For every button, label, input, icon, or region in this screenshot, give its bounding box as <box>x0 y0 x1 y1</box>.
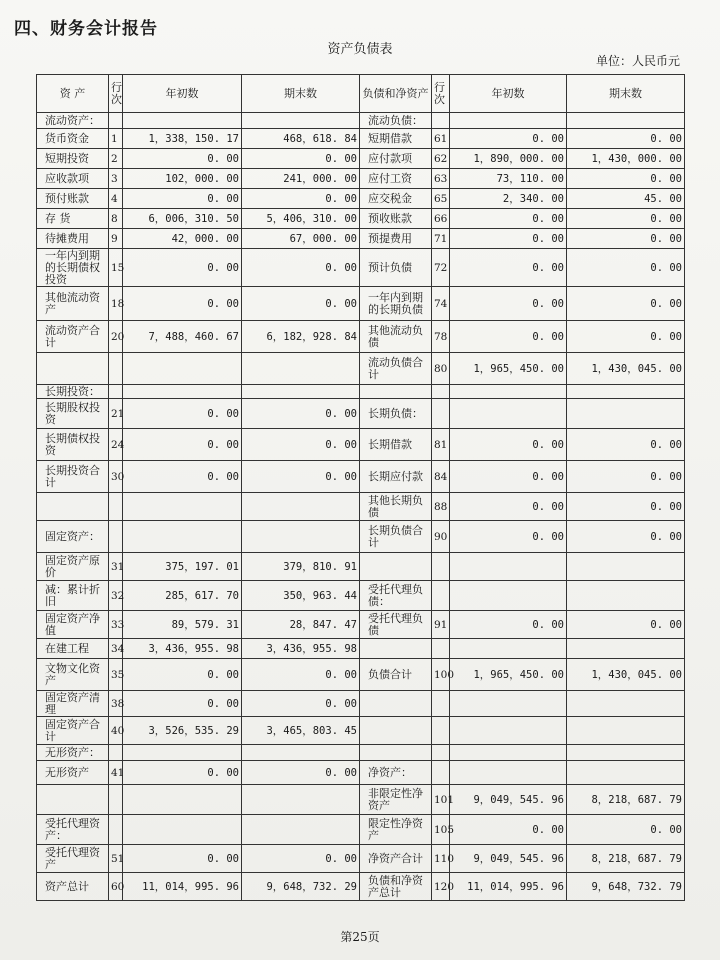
header-liabilities: 负债和净资产 <box>360 75 432 113</box>
asset-end-value <box>242 745 360 761</box>
liability-line-no: 88 <box>432 493 450 521</box>
liability-line-no <box>432 745 450 761</box>
asset-label <box>37 353 109 385</box>
liability-label: 其他长期负债 <box>360 493 432 521</box>
asset-label: 长期投资： <box>37 385 109 399</box>
asset-label: 存 货 <box>37 209 109 229</box>
table-row <box>37 149 685 169</box>
liability-begin-value: 11，014，995. 96 <box>450 873 567 901</box>
liability-end-value: 8，218，687. 79 <box>567 845 685 873</box>
liability-line-no: 63 <box>432 169 450 189</box>
asset-line-no: 15 <box>109 249 123 287</box>
asset-line-no: 35 <box>109 659 123 691</box>
asset-begin-value: 0. 00 <box>123 399 242 429</box>
asset-end-value <box>242 113 360 129</box>
asset-end-value: 0. 00 <box>242 461 360 493</box>
liability-line-no <box>432 385 450 399</box>
liability-end-value <box>567 761 685 785</box>
liability-label <box>360 717 432 745</box>
balance-sheet-table <box>36 74 685 901</box>
liability-label: 长期负债： <box>360 399 432 429</box>
liability-line-no: 105 <box>432 815 450 845</box>
liability-end-value: 45. 00 <box>567 189 685 209</box>
asset-end-value <box>242 815 360 845</box>
liability-begin-value: 0. 00 <box>450 129 567 149</box>
asset-end-value: 0. 00 <box>242 429 360 461</box>
asset-begin-value: 3，436，955. 98 <box>123 639 242 659</box>
asset-line-no: 33 <box>109 611 123 639</box>
asset-end-value: 9，648，732. 29 <box>242 873 360 901</box>
table-row <box>37 785 685 815</box>
liability-end-value <box>567 385 685 399</box>
asset-end-value: 5，406，310. 00 <box>242 209 360 229</box>
liability-begin-value <box>450 717 567 745</box>
asset-begin-value: 0. 00 <box>123 461 242 493</box>
liability-end-value <box>567 717 685 745</box>
asset-begin-value: 0. 00 <box>123 429 242 461</box>
liability-begin-value <box>450 581 567 611</box>
asset-label: 长期股权投资 <box>37 399 109 429</box>
asset-label: 无形资产： <box>37 745 109 761</box>
liability-label: 应付工资 <box>360 169 432 189</box>
liability-begin-value: 0. 00 <box>450 209 567 229</box>
asset-line-no: 30 <box>109 461 123 493</box>
asset-label: 减：累计折旧 <box>37 581 109 611</box>
liability-end-value: 1，430，045. 00 <box>567 659 685 691</box>
asset-label: 固定资产： <box>37 521 109 553</box>
liability-line-no: 78 <box>432 321 450 353</box>
table-row <box>37 761 685 785</box>
liability-begin-value: 0. 00 <box>450 287 567 321</box>
document-title: 资产负债表 <box>327 42 393 57</box>
asset-end-value: 3，436，955. 98 <box>242 639 360 659</box>
asset-end-value: 0. 00 <box>242 659 360 691</box>
liability-line-no: 90 <box>432 521 450 553</box>
asset-begin-value: 89，579. 31 <box>123 611 242 639</box>
liability-label: 长期借款 <box>360 429 432 461</box>
table-row <box>37 815 685 845</box>
liability-label <box>360 385 432 399</box>
asset-line-no <box>109 521 123 553</box>
table-row <box>37 129 685 149</box>
asset-label: 固定资产清理 <box>37 691 109 717</box>
table-row <box>37 189 685 209</box>
asset-label: 流动资产合计 <box>37 321 109 353</box>
liability-line-no: 74 <box>432 287 450 321</box>
liability-end-value <box>567 639 685 659</box>
asset-line-no: 41 <box>109 761 123 785</box>
asset-end-value <box>242 353 360 385</box>
liability-label: 限定性净资产 <box>360 815 432 845</box>
asset-line-no <box>109 493 123 521</box>
liability-label: 预收账款 <box>360 209 432 229</box>
asset-begin-value: 6，006，310. 50 <box>123 209 242 229</box>
liability-label: 净资产合计 <box>360 845 432 873</box>
asset-end-value <box>242 521 360 553</box>
asset-label: 一年内到期的长期债权投资 <box>37 249 109 287</box>
asset-begin-value: 11，014，995. 96 <box>123 873 242 901</box>
liability-begin-value: 0. 00 <box>450 229 567 249</box>
asset-line-no: 38 <box>109 691 123 717</box>
liability-end-value: 0. 00 <box>567 611 685 639</box>
liability-label: 预提费用 <box>360 229 432 249</box>
table-row <box>37 717 685 745</box>
liability-begin-value <box>450 745 567 761</box>
asset-begin-value <box>123 113 242 129</box>
table-row <box>37 113 685 129</box>
liability-begin-value: 2，340. 00 <box>450 189 567 209</box>
liability-end-value: 0. 00 <box>567 229 685 249</box>
liability-begin-value: 0. 00 <box>450 321 567 353</box>
table-row <box>37 745 685 761</box>
table-row <box>37 845 685 873</box>
asset-end-value: 379，810. 91 <box>242 553 360 581</box>
asset-begin-value <box>123 385 242 399</box>
liability-end-value: 8，218，687. 79 <box>567 785 685 815</box>
asset-end-value: 28，847. 47 <box>242 611 360 639</box>
asset-label: 无形资产 <box>37 761 109 785</box>
liability-label: 长期应付款 <box>360 461 432 493</box>
asset-label: 长期债权投资 <box>37 429 109 461</box>
liability-end-value: 0. 00 <box>567 815 685 845</box>
liability-begin-value: 0. 00 <box>450 521 567 553</box>
asset-label: 待摊费用 <box>37 229 109 249</box>
asset-label <box>37 493 109 521</box>
asset-label: 应收款项 <box>37 169 109 189</box>
liability-begin-value: 9，049，545. 96 <box>450 845 567 873</box>
asset-end-value: 0. 00 <box>242 845 360 873</box>
liability-line-no: 110 <box>432 845 450 873</box>
asset-end-value: 468，618. 84 <box>242 129 360 149</box>
asset-end-value: 0. 00 <box>242 691 360 717</box>
table-row <box>37 385 685 399</box>
asset-label: 在建工程 <box>37 639 109 659</box>
asset-begin-value: 1，338，150. 17 <box>123 129 242 149</box>
asset-label <box>37 785 109 815</box>
liability-label <box>360 553 432 581</box>
liability-end-value: 0. 00 <box>567 521 685 553</box>
liability-begin-value: 9，049，545. 96 <box>450 785 567 815</box>
asset-begin-value <box>123 745 242 761</box>
liability-begin-value <box>450 691 567 717</box>
liability-line-no: 80 <box>432 353 450 385</box>
liability-begin-value: 0. 00 <box>450 429 567 461</box>
liability-begin-value: 1，890，000. 00 <box>450 149 567 169</box>
asset-begin-value: 7，488，460. 67 <box>123 321 242 353</box>
table-row <box>37 249 685 287</box>
table-row <box>37 429 685 461</box>
asset-end-value: 0. 00 <box>242 761 360 785</box>
asset-begin-value: 0. 00 <box>123 287 242 321</box>
asset-end-value: 350，963. 44 <box>242 581 360 611</box>
asset-begin-value: 375，197. 01 <box>123 553 242 581</box>
liability-end-value: 0. 00 <box>567 461 685 493</box>
asset-line-no <box>109 353 123 385</box>
asset-label: 货币资金 <box>37 129 109 149</box>
liability-begin-value: 0. 00 <box>450 461 567 493</box>
liability-begin-value: 0. 00 <box>450 493 567 521</box>
asset-begin-value: 0. 00 <box>123 691 242 717</box>
liability-label: 应付款项 <box>360 149 432 169</box>
liability-begin-value <box>450 639 567 659</box>
header-liab-begin: 年初数 <box>450 75 567 113</box>
liability-line-no <box>432 553 450 581</box>
table-row <box>37 659 685 691</box>
asset-begin-value: 102，000. 00 <box>123 169 242 189</box>
liability-label: 预计负债 <box>360 249 432 287</box>
liability-end-value: 0. 00 <box>567 287 685 321</box>
header-begin: 年初数 <box>123 75 242 113</box>
liability-line-no: 101 <box>432 785 450 815</box>
asset-line-no: 20 <box>109 321 123 353</box>
liability-label: 流动负债合计 <box>360 353 432 385</box>
liability-line-no: 100 <box>432 659 450 691</box>
asset-label: 资产总计 <box>37 873 109 901</box>
asset-end-value: 6，182，928. 84 <box>242 321 360 353</box>
asset-end-value: 0. 00 <box>242 287 360 321</box>
asset-end-value: 241，000. 00 <box>242 169 360 189</box>
asset-label: 预付账款 <box>37 189 109 209</box>
header-liab-end: 期末数 <box>567 75 685 113</box>
liability-line-no: 91 <box>432 611 450 639</box>
asset-end-value: 0. 00 <box>242 149 360 169</box>
liability-begin-value <box>450 761 567 785</box>
liability-begin-value: 1，965，450. 00 <box>450 353 567 385</box>
table-row <box>37 169 685 189</box>
header-asset: 资 产 <box>37 75 109 113</box>
asset-line-no: 18 <box>109 287 123 321</box>
asset-line-no: 31 <box>109 553 123 581</box>
asset-begin-value: 285，617. 70 <box>123 581 242 611</box>
liability-line-no: 62 <box>432 149 450 169</box>
asset-begin-value <box>123 785 242 815</box>
asset-label: 受托代理资产 <box>37 845 109 873</box>
page-number: 第25页 <box>340 930 380 944</box>
asset-line-no: 32 <box>109 581 123 611</box>
asset-line-no: 34 <box>109 639 123 659</box>
liability-line-no: 84 <box>432 461 450 493</box>
asset-begin-value <box>123 815 242 845</box>
header-line: 行次 <box>109 75 123 113</box>
liability-end-value: 1，430，045. 00 <box>567 353 685 385</box>
asset-line-no: 4 <box>109 189 123 209</box>
liability-begin-value <box>450 113 567 129</box>
liability-line-no: 65 <box>432 189 450 209</box>
asset-begin-value: 42，000. 00 <box>123 229 242 249</box>
asset-line-no <box>109 385 123 399</box>
liability-label: 净资产： <box>360 761 432 785</box>
liability-line-no <box>432 399 450 429</box>
asset-end-value: 0. 00 <box>242 189 360 209</box>
table-row <box>37 209 685 229</box>
asset-line-no <box>109 785 123 815</box>
liability-label <box>360 639 432 659</box>
asset-line-no: 24 <box>109 429 123 461</box>
table-row <box>37 691 685 717</box>
liability-line-no: 120 <box>432 873 450 901</box>
table-row <box>37 287 685 321</box>
liability-line-no: 61 <box>432 129 450 149</box>
asset-end-value <box>242 493 360 521</box>
asset-line-no: 2 <box>109 149 123 169</box>
asset-label: 流动资产： <box>37 113 109 129</box>
asset-label: 其他流动资产 <box>37 287 109 321</box>
asset-line-no: 8 <box>109 209 123 229</box>
asset-label: 短期投资 <box>37 149 109 169</box>
asset-begin-value <box>123 493 242 521</box>
liability-end-value <box>567 581 685 611</box>
asset-line-no: 3 <box>109 169 123 189</box>
asset-end-value: 0. 00 <box>242 249 360 287</box>
liability-line-no: 71 <box>432 229 450 249</box>
liability-end-value: 0. 00 <box>567 209 685 229</box>
table-row <box>37 461 685 493</box>
liability-begin-value: 0. 00 <box>450 815 567 845</box>
liability-line-no: 72 <box>432 249 450 287</box>
liability-label: 负债和净资产总计 <box>360 873 432 901</box>
asset-end-value <box>242 785 360 815</box>
liability-label: 负债合计 <box>360 659 432 691</box>
asset-begin-value: 0. 00 <box>123 249 242 287</box>
asset-begin-value: 0. 00 <box>123 761 242 785</box>
asset-end-value: 67，000. 00 <box>242 229 360 249</box>
liability-label <box>360 691 432 717</box>
asset-begin-value: 0. 00 <box>123 149 242 169</box>
liability-line-no: 66 <box>432 209 450 229</box>
liability-end-value: 9，648，732. 79 <box>567 873 685 901</box>
liability-line-no <box>432 581 450 611</box>
asset-line-no: 60 <box>109 873 123 901</box>
liability-line-no <box>432 639 450 659</box>
asset-line-no <box>109 815 123 845</box>
table-row <box>37 399 685 429</box>
table-row <box>37 553 685 581</box>
liability-end-value: 1，430，000. 00 <box>567 149 685 169</box>
currency-unit-label: 单位：人民币元 <box>595 54 680 68</box>
liability-label: 非限定性净资产 <box>360 785 432 815</box>
liability-label: 受托代理负债 <box>360 611 432 639</box>
asset-label: 受托代理资产： <box>37 815 109 845</box>
liability-end-value <box>567 553 685 581</box>
liability-end-value: 0. 00 <box>567 129 685 149</box>
asset-begin-value: 0. 00 <box>123 845 242 873</box>
liability-begin-value: 1，965，450. 00 <box>450 659 567 691</box>
asset-label: 文物文化资产 <box>37 659 109 691</box>
asset-line-no: 21 <box>109 399 123 429</box>
liability-end-value <box>567 113 685 129</box>
liability-end-value <box>567 399 685 429</box>
liability-end-value: 0. 00 <box>567 169 685 189</box>
asset-line-no <box>109 113 123 129</box>
header-end: 期末数 <box>242 75 360 113</box>
liability-end-value <box>567 691 685 717</box>
liability-begin-value <box>450 385 567 399</box>
liability-begin-value <box>450 553 567 581</box>
liability-label <box>360 745 432 761</box>
asset-begin-value: 0. 00 <box>123 189 242 209</box>
asset-line-no: 40 <box>109 717 123 745</box>
section-title: 四、财务会计报告 <box>14 19 158 39</box>
table-row <box>37 521 685 553</box>
table-row <box>37 353 685 385</box>
liability-label: 受托代理负债： <box>360 581 432 611</box>
liability-end-value: 0. 00 <box>567 249 685 287</box>
liability-line-no <box>432 691 450 717</box>
liability-end-value: 0. 00 <box>567 493 685 521</box>
liability-label: 长期负债合计 <box>360 521 432 553</box>
liability-label: 流动负债： <box>360 113 432 129</box>
table-row <box>37 581 685 611</box>
liability-begin-value: 73，110. 00 <box>450 169 567 189</box>
asset-label: 固定资产净值 <box>37 611 109 639</box>
asset-end-value <box>242 385 360 399</box>
liability-label: 短期借款 <box>360 129 432 149</box>
liability-end-value: 0. 00 <box>567 321 685 353</box>
table-row <box>37 493 685 521</box>
table-row <box>37 321 685 353</box>
asset-begin-value: 3，526，535. 29 <box>123 717 242 745</box>
liability-line-no <box>432 761 450 785</box>
liability-line-no <box>432 113 450 129</box>
liability-end-value <box>567 745 685 761</box>
liability-begin-value <box>450 399 567 429</box>
table-row <box>37 639 685 659</box>
table-row <box>37 873 685 901</box>
liability-end-value: 0. 00 <box>567 429 685 461</box>
liability-begin-value: 0. 00 <box>450 611 567 639</box>
asset-line-no: 1 <box>109 129 123 149</box>
asset-label: 长期投资合计 <box>37 461 109 493</box>
asset-end-value: 0. 00 <box>242 399 360 429</box>
asset-begin-value: 0. 00 <box>123 659 242 691</box>
liability-label: 应交税金 <box>360 189 432 209</box>
asset-line-no: 9 <box>109 229 123 249</box>
liability-label: 其他流动负债 <box>360 321 432 353</box>
asset-begin-value <box>123 353 242 385</box>
liability-label: 一年内到期的长期负债 <box>360 287 432 321</box>
asset-end-value: 3，465，803. 45 <box>242 717 360 745</box>
asset-label: 固定资产合计 <box>37 717 109 745</box>
asset-label: 固定资产原价 <box>37 553 109 581</box>
asset-begin-value <box>123 521 242 553</box>
header-row <box>37 75 685 113</box>
liability-line-no: 81 <box>432 429 450 461</box>
table-row <box>37 229 685 249</box>
asset-line-no <box>109 745 123 761</box>
header-liab-line: 行次 <box>432 75 450 113</box>
liability-begin-value: 0. 00 <box>450 249 567 287</box>
liability-line-no <box>432 717 450 745</box>
table-row <box>37 611 685 639</box>
asset-line-no: 51 <box>109 845 123 873</box>
